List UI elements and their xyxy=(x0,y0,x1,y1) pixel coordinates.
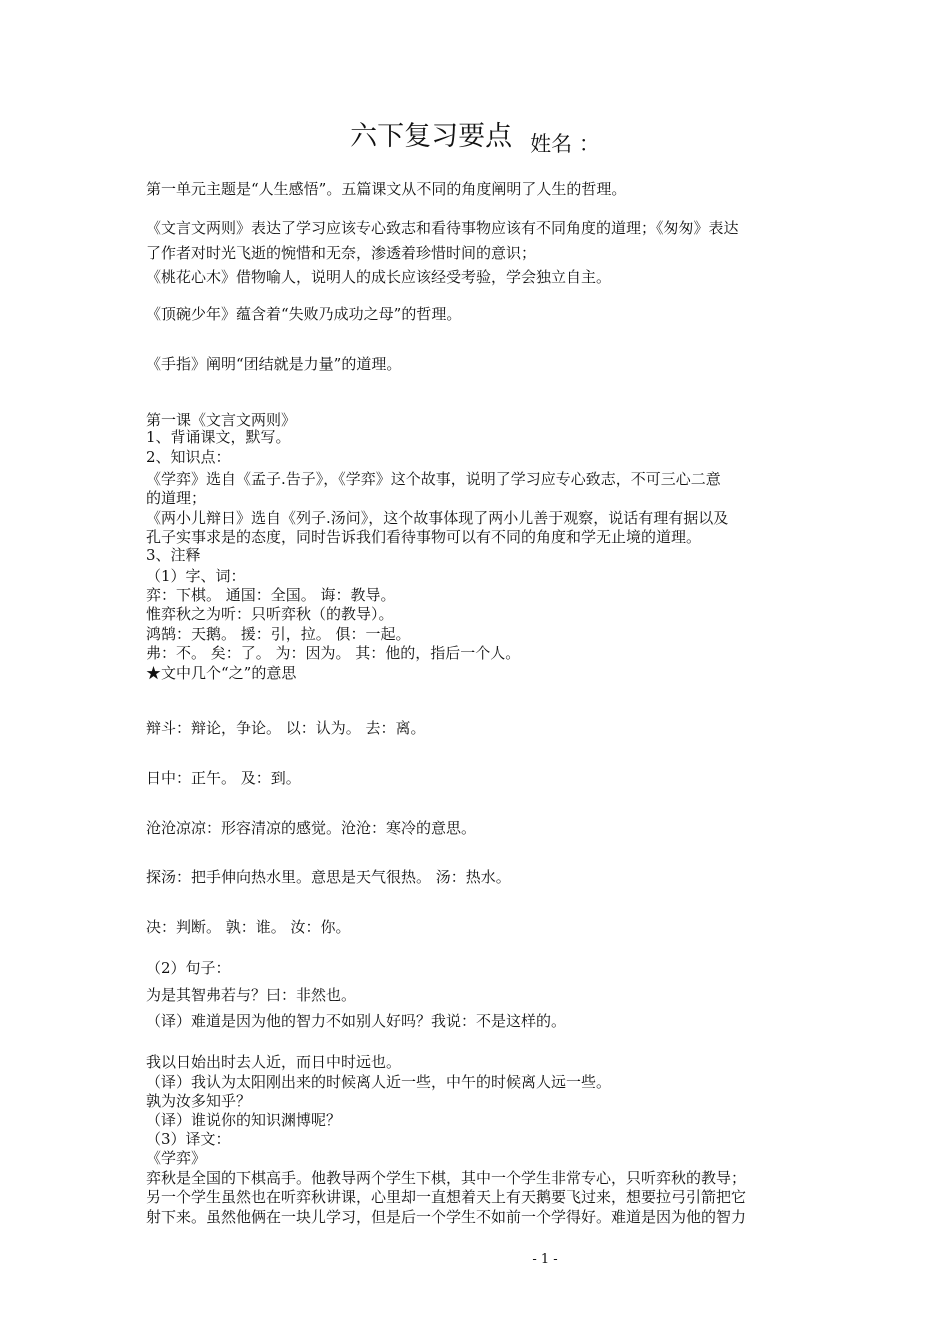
text-line: 孰为汝多知乎？ xyxy=(146,1092,252,1110)
text-line: 惟弈秋之为听：只听弈秋（的教导）。 xyxy=(146,605,394,623)
document-title: 六下复习要点 xyxy=(350,121,513,152)
text-line: 沧沧凉凉：形容清凉的感觉。沧沧：寒冷的意思。 xyxy=(146,819,477,837)
text-line: 《学弈》选自《孟子.告子》，《学弈》这个故事，说明了学习应专心致志，不可三心二意 xyxy=(146,470,721,488)
text-line: （1）字、词： xyxy=(146,567,246,585)
text-line: 《文言文两则》表达了学习应该专心致志和看待事物应该有不同角度的道理；《匆匆》表达 xyxy=(146,219,739,237)
name-label: 姓名 ： xyxy=(530,132,600,156)
text-line: 的道理； xyxy=(146,489,207,507)
text-line: （译）难道是因为他的智力不如别人好吗？我说：不是这样的。 xyxy=(146,1012,567,1030)
text-line: 孔子实事求是的态度，同时告诉我们看待事物可以有不同的角度和学无止境的道理。 xyxy=(146,528,702,546)
text-line: 另一个学生虽然也在听弈秋讲课，心里却一直想着天上有天鹅要飞过来，想要拉弓引箭把它 xyxy=(146,1188,747,1206)
text-line: 2、知识点： xyxy=(146,448,231,466)
text-line: 我以日始出时去人近，而日中时远也。 xyxy=(146,1053,402,1071)
text-line: 辩斗：辩论，争论。 以：认为。 去：离。 xyxy=(146,719,426,737)
text-line: 决：判断。 孰：谁。 汝：你。 xyxy=(146,918,351,936)
text-line: 探汤：把手伸向热水里。意思是天气很热。 汤：热水。 xyxy=(146,868,511,886)
text-line: 鸿鹄：天鹅。 援：引，拉。 俱：一起。 xyxy=(146,625,411,643)
text-line: 《顶碗少年》蕴含着“失败乃成功之母”的哲理。 xyxy=(146,305,462,323)
text-line: 了作者对时光飞逝的惋惜和无奈，渗透着珍惜时间的意识； xyxy=(146,244,537,262)
text-line: 《学弈》 xyxy=(146,1149,207,1167)
text-line: 《两小儿辩日》选自《列子.汤问》，这个故事体现了两小儿善于观察，说话有理有据以及 xyxy=(146,509,729,527)
text-line: （译）我认为太阳刚出来的时候离人近一些，中午的时候离人远一些。 xyxy=(146,1073,612,1091)
text-line: 3、注释 xyxy=(146,546,201,564)
text-line: 日中：正午。 及：到。 xyxy=(146,769,301,787)
text-line: 射下来。虽然他俩在一块儿学习，但是后一个学生不如前一个学得好。难道是因为他的智力 xyxy=(146,1208,747,1226)
text-line: 弈：下棋。 通国：全国。 诲：教导。 xyxy=(146,586,396,604)
page-number: - 1 - xyxy=(532,1252,558,1267)
text-line: （2）句子： xyxy=(146,959,231,977)
text-line: 《手指》阐明“团结就是力量”的道理。 xyxy=(146,355,402,373)
text-line: 为是其智弗若与？曰：非然也。 xyxy=(146,986,357,1004)
text-line: 弈秋是全国的下棋高手。他教导两个学生下棋，其中一个学生非常专心，只听弈秋的教导； xyxy=(146,1169,747,1187)
text-line: 第一单元主题是“人生感悟”。五篇课文从不同的角度阐明了人生的哲理。 xyxy=(146,180,627,198)
page-title xyxy=(0,114,950,156)
text-line: ★文中几个“之”的意思 xyxy=(146,664,297,682)
text-line: （3）译文： xyxy=(146,1130,231,1148)
section-heading: 第一课《文言文两则》 xyxy=(146,411,297,429)
text-line: 1、背诵课文，默写。 xyxy=(146,428,291,446)
text-line: 《桃花心木》借物喻人，说明人的成长应该经受考验，学会独立自主。 xyxy=(146,268,612,286)
text-line: （译）谁说你的知识渊博呢？ xyxy=(146,1111,342,1129)
text-line: 弗：不。 矣：了。 为：因为。 其：他的，指后一个人。 xyxy=(146,644,521,662)
